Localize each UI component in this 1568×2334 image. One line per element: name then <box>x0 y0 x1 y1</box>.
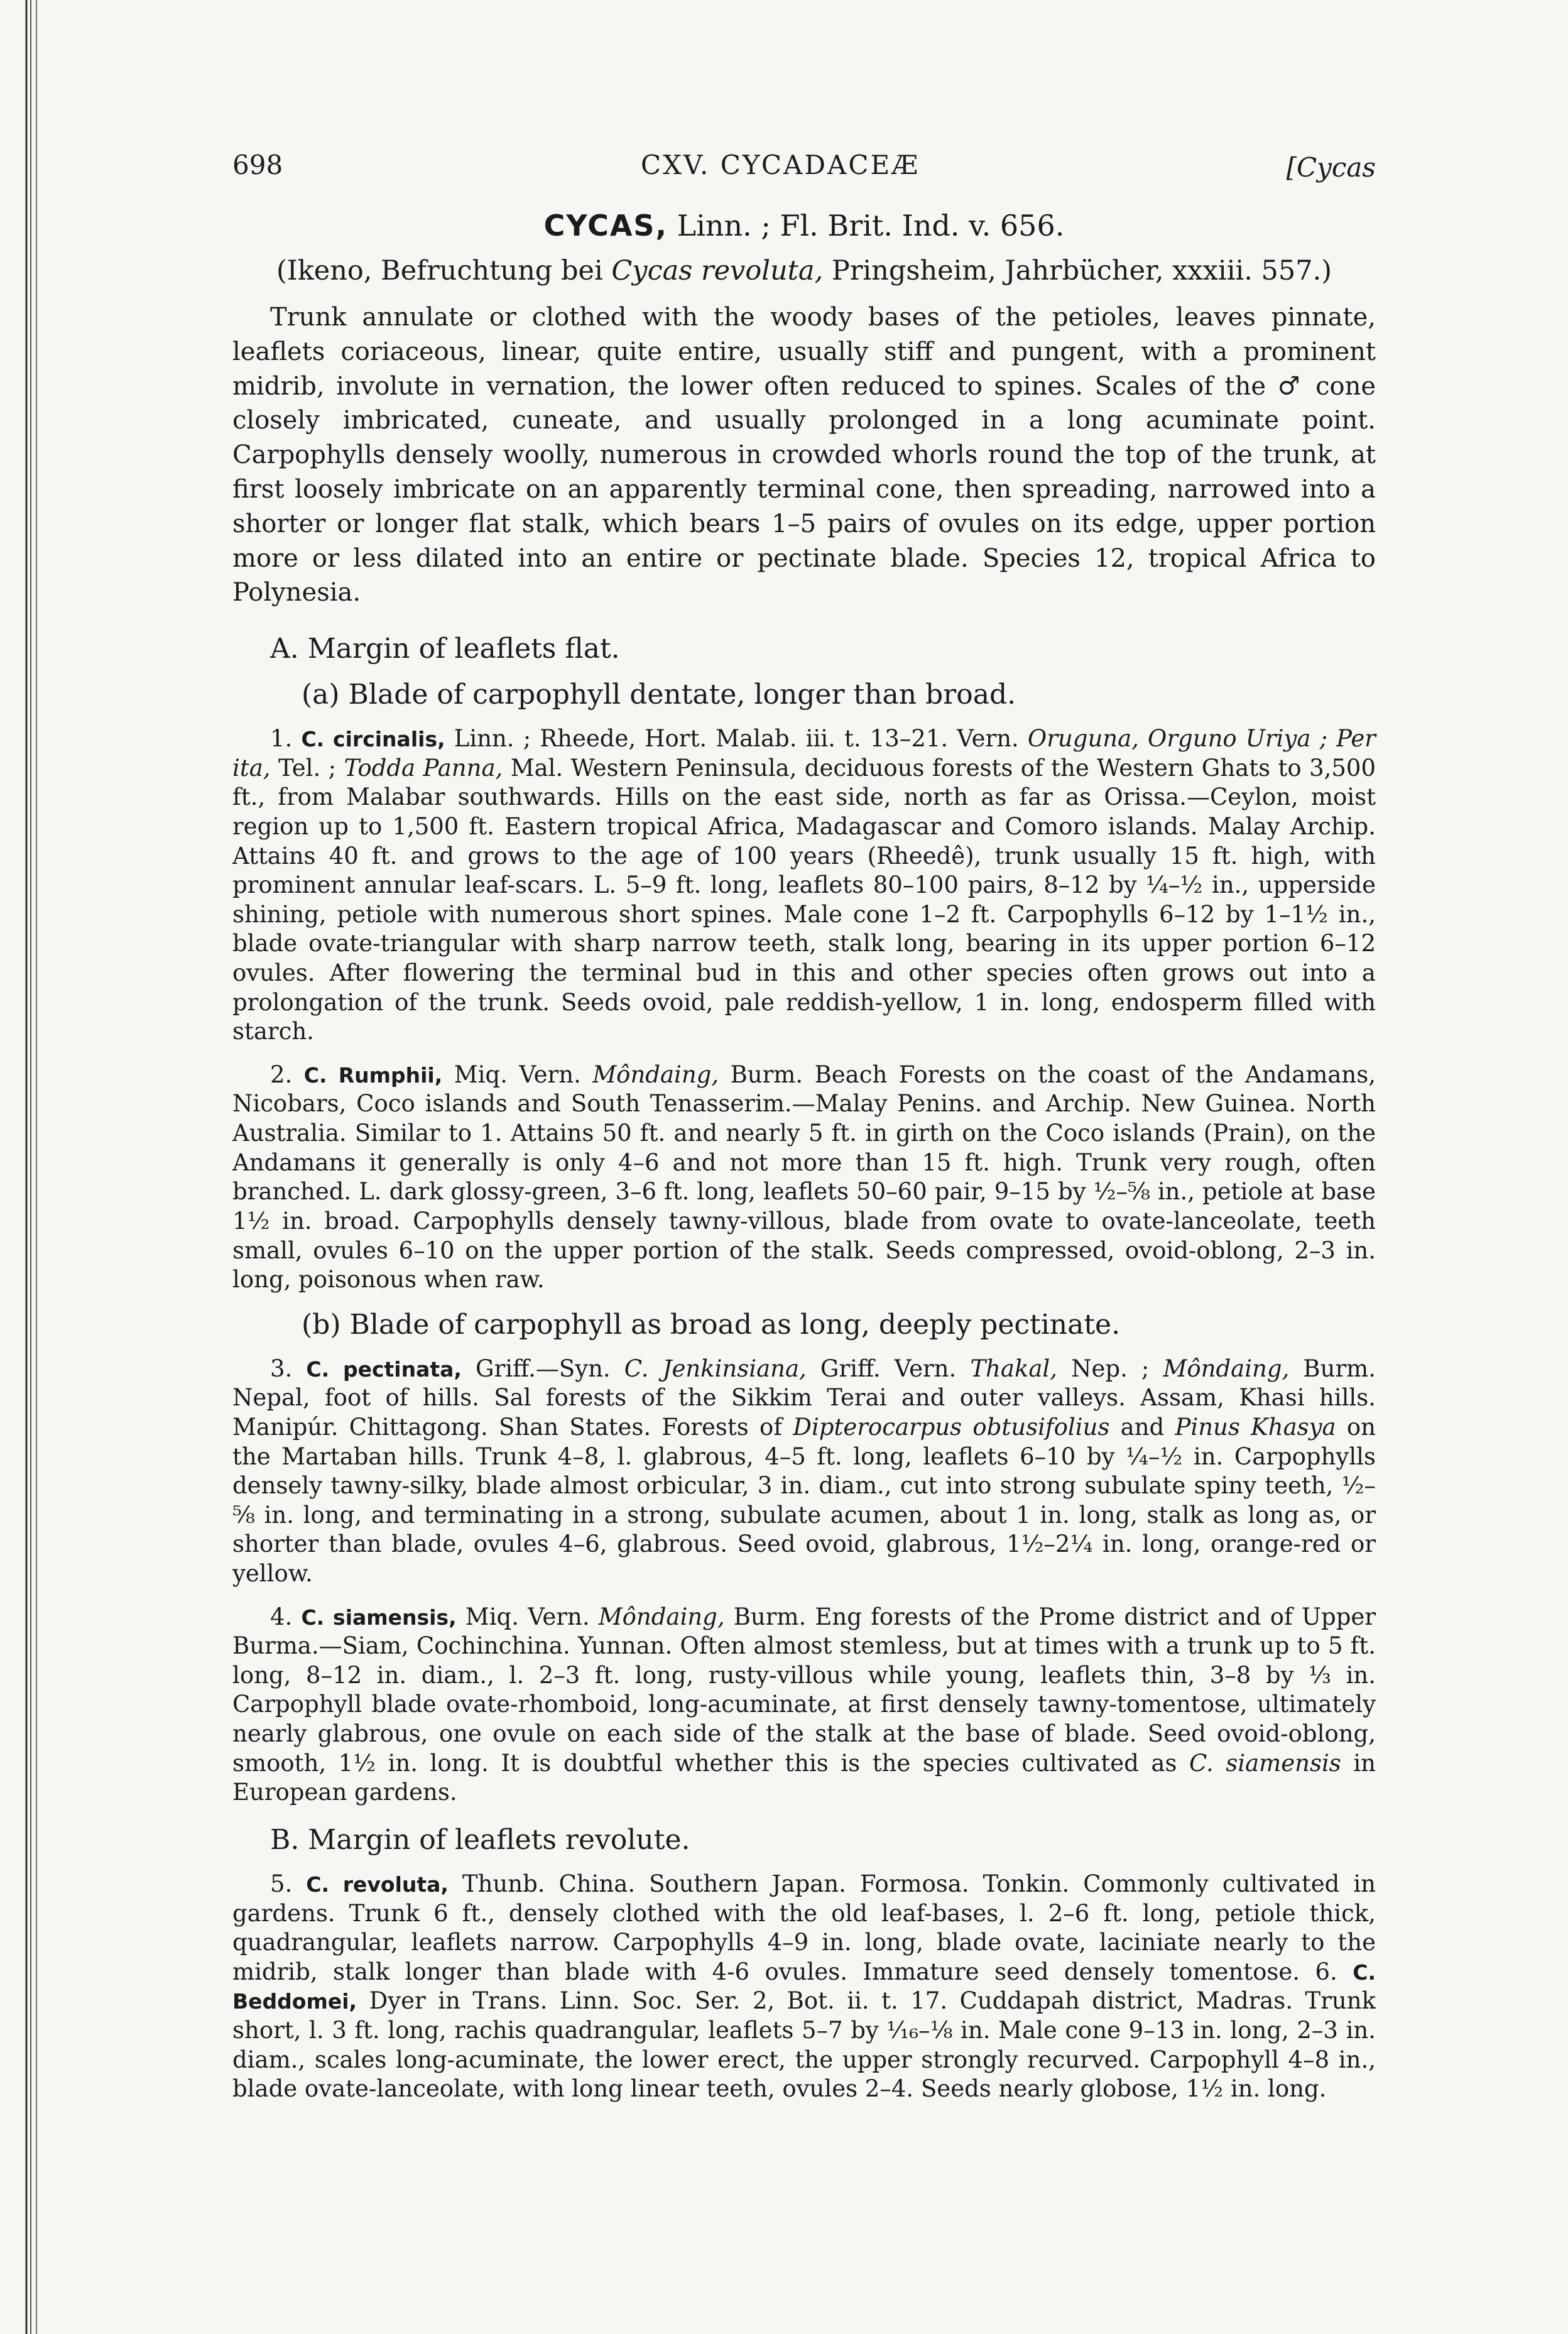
species-number: 2. <box>270 1061 304 1088</box>
species-name: C. revoluta, <box>306 1872 449 1897</box>
reference-suffix: Pringsheim, Jahrbücher, xxxiii. 557.) <box>823 255 1332 286</box>
species-text: Linn. ; Rheede, Hort. Malab. iii. t. 13–21. Vern. <box>445 725 1028 753</box>
vernacular-name: Môndaing, <box>592 1061 719 1088</box>
associated-species-name: Dipterocarpus obtusifolius <box>793 1413 1110 1441</box>
genus-description: Trunk annulate or clothed with the woody bases of the petioles, leaves pinnate, leaflets coriaceous, linear, quite entire, usually stiff and pungent, with a prominent midrib, involute in vernation, the lower often reduced to spines. Scales of the ♂ cone closely imbricated, cuneate, and usually prolonged in a long acuminate point. Carpophylls densely woolly, numerous in crowded whorls round the top of the trunk, at first loosely imbricate on an apparently terminal cone, then spreading, narrowed into a shorter or longer flat stalk, which bears 1–5 pairs of ovules on its edge, upper portion more or less dilated into an entire or pectinate blade. Species 12, tropical Africa to Polynesia. <box>232 303 1376 608</box>
species-text: Miq. Vern. <box>456 1603 599 1630</box>
species-number: 1. <box>270 725 302 753</box>
species-name: C. Beddomei, <box>232 1960 1376 2014</box>
species-name-italic: C. siamensis <box>1189 1749 1341 1777</box>
section-title: CXV. CYCADACEÆ <box>641 150 920 180</box>
vernacular-name: Oruguna, Orguno Uriya ; Per ita, <box>232 725 1376 782</box>
subgroup-b-heading: (b) Blade of carpophyll as broad as long, deeply pectinate. <box>302 1308 1121 1341</box>
literature-reference <box>232 255 1376 286</box>
species-name: C. siamensis, <box>301 1605 457 1630</box>
species-entry-siamensis <box>232 1603 1376 1808</box>
species-text: and <box>1109 1413 1175 1441</box>
species-text: Thunb. China. Southern Japan. Formosa. Tonkin. Commonly cultivated in gardens. Trunk 6 ft., densely clothed with the old leaf-bases, l. 2–6 ft. long, petiole thick, quadrangular, leaflets narrow. Carpophylls 4–9 in. long, blade ovate, laciniate nearly to the midrib, stalk longer than blade with 4-6 ovules. Immature seed densely tomentose. 6. <box>232 1870 1376 1985</box>
page-number: 698 <box>232 150 283 180</box>
reference-species: Cycas revoluta, <box>611 255 824 286</box>
associated-species-name: Pinus Khasya <box>1175 1413 1336 1441</box>
vernacular-name: Thakal, <box>970 1355 1058 1382</box>
species-entry-revoluta <box>232 1870 1376 2104</box>
species-entry-circinalis <box>232 724 1376 1047</box>
species-text: Burm. Nepal, foot of hills. Sal forests of the Sikkim Terai and outer valleys. Assam, Khasi hills. Manipúr. Chittagong. Shan States. Forests of <box>232 1355 1376 1441</box>
group-a-heading: A. Margin of leaflets flat. <box>270 633 620 665</box>
synonym-name: C. Jenkinsiana, <box>624 1355 807 1382</box>
species-text: Tel. ; <box>270 754 344 782</box>
page-edge-lines <box>24 0 43 2334</box>
vernacular-name: Môndaing, <box>1163 1355 1290 1382</box>
species-number: 5. <box>270 1870 307 1897</box>
species-text: Griff. Vern. <box>806 1355 971 1382</box>
species-entry-rumphii <box>232 1061 1376 1295</box>
species-text: Burm. Eng forests of the Prome district and of Upper Burma.—Siam, Cochinchina. Yunnan. Often almost stemless, but at times with a trunk up to 5 ft. long, 8–12 in. diam., l. 2–3 ft. long, rusty-villous while young, leaflets thin, 3–8 by ⅓ in. Carpophyll blade ovate-rhomboid, long-acuminate, at first densely tawny-tomentose, ultimately nearly glabrous, one ovule on each side of the stalk at the base of blade. Seed ovoid-oblong, smooth, 1½ in. long. It is doubtful whether this is the species cultivated as <box>232 1603 1376 1777</box>
reference-prefix: (Ikeno, Befruchtung bei <box>276 255 612 286</box>
group-b-heading: B. Margin of leaflets revolute. <box>270 1823 690 1856</box>
species-text: Burm. Beach Forests on the coast of the Andamans, Nicobars, Coco islands and South Tenasserim.—Malay Penins. and Archip. New Guinea. North Australia. Similar to 1. Attains 50 ft. and nearly 5 ft. in girth on the Coco islands (Prain), on the Andamans it generally is only 4–6 and not more than 15 ft. high. Trunk very rough, often branched. L. dark glossy-green, 3–6 ft. long, leaflets 50–60 pair, 9–15 by ½–⅝ in., petiole at base 1½ in. broad. Carpophylls densely tawny-villous, blade from ovate to ovate-lanceolate, teeth small, ovules 6–10 on the upper portion of the stalk. Seeds compressed, ovoid-oblong, 2–3 in. long, poisonous when raw. <box>232 1061 1376 1294</box>
vernacular-name: Todda Panna, <box>344 754 503 782</box>
running-head <box>232 150 1376 200</box>
species-text: Griff.—Syn. <box>461 1355 624 1382</box>
genus-title <box>232 209 1376 243</box>
genus-citation: Linn. ; Fl. Brit. Ind. v. 656. <box>677 209 1065 243</box>
species-text: Nep. ; <box>1057 1355 1163 1382</box>
species-text: in European gardens. <box>232 1749 1376 1806</box>
subgroup-a-heading: (a) Blade of carpophyll dentate, longer than broad. <box>302 679 1016 711</box>
species-text: Miq. Vern. <box>442 1061 593 1088</box>
species-entry-pectinata <box>232 1355 1376 1589</box>
species-number: 3. <box>270 1355 307 1382</box>
species-name: C. pectinata, <box>306 1356 462 1382</box>
species-text: Dyer in Trans. Linn. Soc. Ser. 2, Bot. ii. t. 17. Cuddapah district, Madras. Trunk short, l. 3 ft. long, rachis quadrangular, leaflets 5–7 by ¹⁄₁₆–⅛ in. Male cone 9–13 in. long, 2–3 in. diam., scales long-acuminate, the lower erect, the upper strongly recurved. Carpophyll 4–8 in., blade ovate-lanceolate, with long linear teeth, ovules 2–4. Seeds nearly globose, 1½ in. long. <box>232 1987 1376 2103</box>
genus-name: CYCAS, <box>543 209 668 243</box>
species-number: 4. <box>270 1603 302 1630</box>
species-text: on the Martaban hills. Trunk 4–8, l. glabrous, 4–5 ft. long, leaflets 6–10 by ¼–½ in. Carpophylls densely tawny-silky, blade almost orbicular, 3 in. diam., cut into strong subulate spiny teeth, ½–⅝ in. long, and terminating in a strong, subulate acumen, about 1 in. long, stalk as long as, or shorter than blade, ovules 4–6, glabrous. Seed ovoid, glabrous, 1½–2¼ in. long, orange-red or yellow. <box>232 1413 1376 1588</box>
page-content <box>232 150 1376 2104</box>
running-genus: [Cycas <box>1286 152 1376 183</box>
species-name: C. Rumphii, <box>303 1062 443 1088</box>
vernacular-name: Môndaing, <box>598 1603 725 1630</box>
species-text: Mal. Western Peninsula, deciduous forests of the Western Ghats to 3,500 ft., from Malabar southwards. Hills on the east side, north as far as Orissa.—Ceylon, moist region up to 1,500 ft. Eastern tropical Africa, Madagascar and Comoro islands. Malay Archip. Attains 40 ft. and grows to the age of 100 years (Rheedê), trunk usually 15 ft. high, with prominent annular leaf-scars. L. 5–9 ft. long, leaflets 80–100 pairs, 8–12 by ¼–½ in., upperside shining, petiole with numerous short spines. Male cone 1–2 ft. Carpophylls 6–12 by 1–1½ in., blade ovate-triangular with sharp narrow teeth, stalk long, bearing in its upper portion 6–12 ovules. After flowering the terminal bud in this and other species often grows out into a prolongation of the trunk. Seeds ovoid, pale reddish-yellow, 1 in. long, endosperm filled with starch. <box>232 754 1376 1045</box>
species-name: C. circinalis, <box>301 727 445 752</box>
